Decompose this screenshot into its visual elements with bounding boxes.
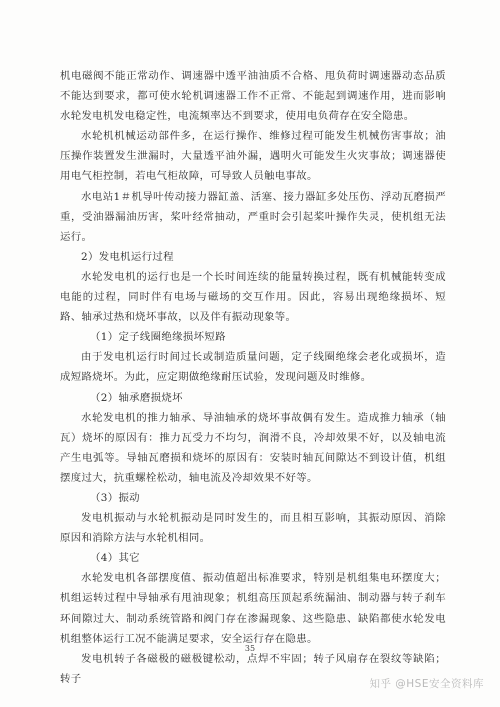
page-number: 35: [244, 644, 256, 653]
paragraph-unit1-case: 水电站1＃机导叶传动接力器缸盖、活塞、接力器缸多处压伤、浮动瓦磨损严重，受油器漏油历害，桨叶经常抽动，严重时会引起桨叶操作失灵，使机组无法运行。: [60, 190, 446, 243]
paragraph-bearing-wear: 水轮发电机的推力轴承、导油轴承的烧坏事故偶有发生。造成推力轴承（轴瓦）烧坏的原因有：推力瓦受力不均匀，润滑不良，冷却效果不好，以及轴电流产生电弧等。导轴瓦磨损和烧坏的原因有：安装时轴瓦间隙达不到设计值，机组摆度过大，抗重螺栓松动，轴电流及冷却效果不好等。: [60, 411, 446, 484]
paragraph-mechanical-hazards: 水轮机机械运动部件多，在运行操作、维修过程可能发生机械伤害事故；油压操作装置发生泄漏时，大量透平油外漏，遇明火可能发生火灾事故；调速器使用电气柜控制，若电气柜故障，可导致人员触电事故。: [60, 130, 446, 183]
document-body: [60, 66, 446, 689]
subheading-other: （4）其它: [90, 552, 140, 565]
paragraph-stator-insulation: 由于发电机运行时间过长或制造质量问题，定子线圈绝缘会老化或损坏，造成短路烧坏。为此，应定期做绝缘耐压试验，发现问题及时维修。: [60, 351, 446, 384]
subheading-bearing-wear: （2）轴承磨损烧坏: [90, 391, 183, 404]
subheading-vibration: （3）振动: [90, 491, 140, 504]
paragraph-rotor-poles: 发电机转子各磁极的磁极键松动，点焊不牢固；转子风扇存在裂纹等缺陷；转子: [60, 652, 446, 685]
paragraph-generator-operation: 水轮发电机的运行也是一个长时间连续的能量转换过程，既有机械能转变成电能的过程，同时伴有电场与磁场的交互作用。因此，容易出现绝缘损坏、短路、轴承过热和烧坏事故，以及伴有振动现象等。: [60, 270, 446, 324]
paragraph-governor-faults: 机电磁阀不能正常动作、调速器中透平油油质不合格、甩负荷时调速器动态品质不能达到要求，都可使水轮机调速器工作不正常、不能起到调速作用，进而影响水轮发电机发电稳定性，电流频率达不到要求，使用电负荷存在安全隐患。: [60, 70, 446, 123]
section-heading-generator-operation: 2）发电机运行过程: [81, 250, 174, 263]
zhihu-watermark: [369, 676, 484, 691]
subheading-stator-insulation: （1）定子线圈绝缘损坏短路: [90, 331, 226, 344]
watermark-text: 知乎 @HSE安全资料库: [369, 678, 484, 690]
paragraph-vibration: 发电机振动与水轮机振动是同时发生的，而且相互影响，其振动原因、消除原因和消除方法与水轮机相同。: [60, 512, 446, 545]
paragraph-other: 水轮发电机各部摆度值、振动值超出标准要求，特别是机组集电环摆度大；机组运转过程中导轴承有甩油现象；机组高压顶起系统漏油、制动器与转子刹车环间隙过大、制动系统管路和阀门存在渗漏现象、这些隐患、缺陷都使水轮发电机组整体运行工况不能满足要求，安全运行存在隐患。: [60, 572, 446, 645]
